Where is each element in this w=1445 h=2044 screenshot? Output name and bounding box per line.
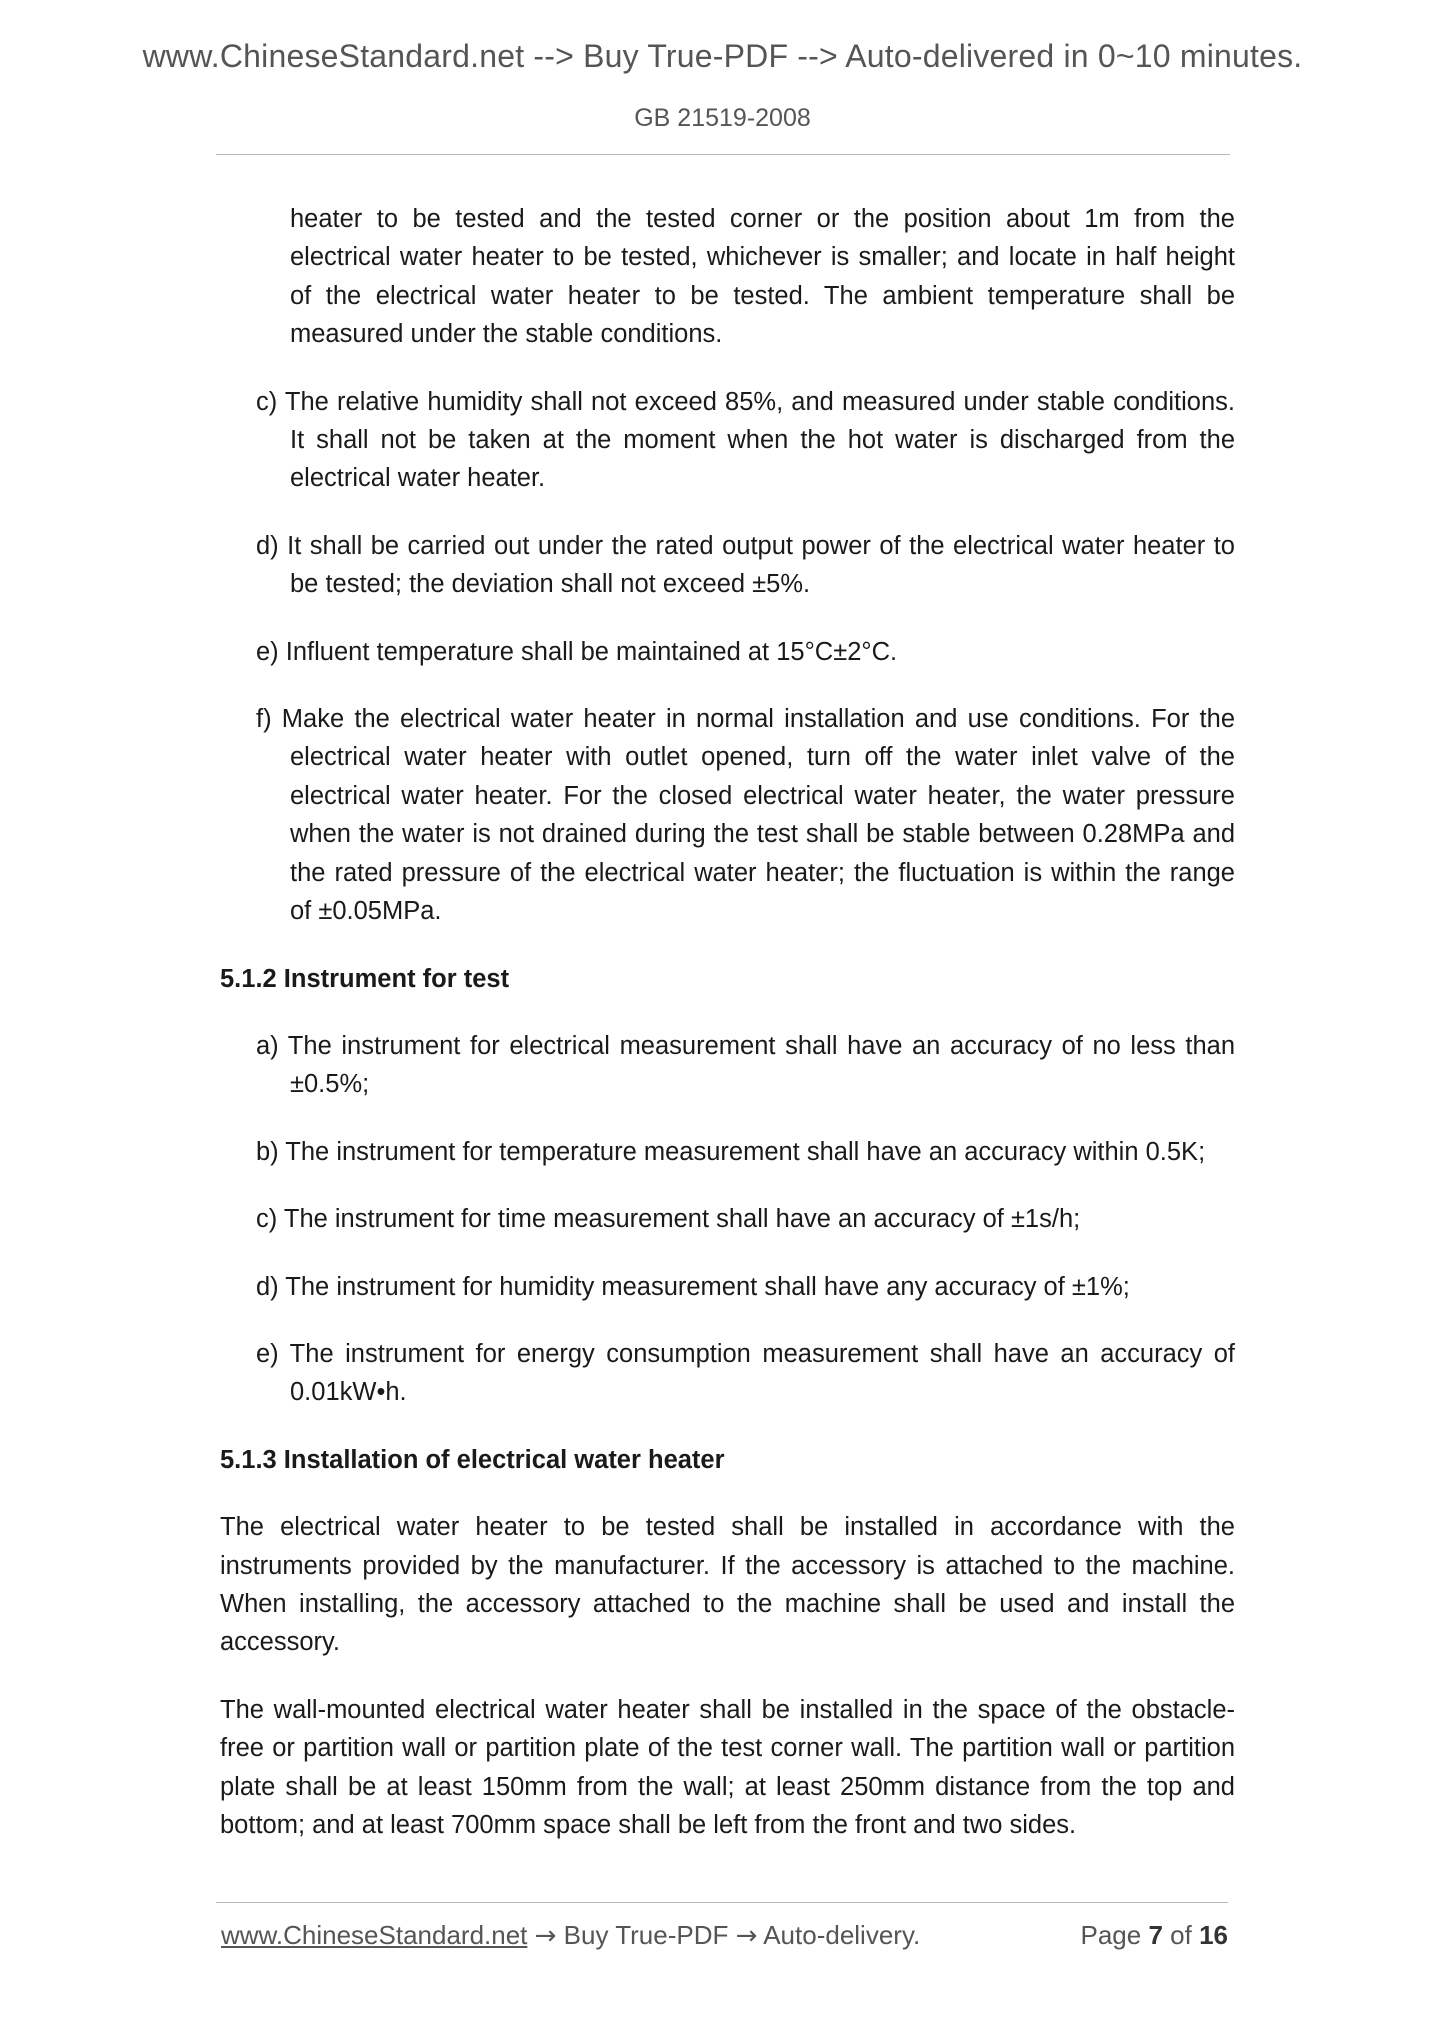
instrument-item-c: c) The instrument for time measurement shall have an accuracy of ±1s/h; [256, 1205, 1081, 1234]
list-item-c: c) The relative humidity shall not exceed 85%, and measured under stable conditions. It shall not be taken at the moment when the hot water is discharged from the electrical water heater. [256, 387, 1235, 493]
footer-links [221, 1920, 920, 1951]
instrument-item-b: b) The instrument for temperature measurement shall have an accuracy within 0.5K; [256, 1137, 1206, 1166]
page-body [220, 200, 1235, 1873]
arrow-right-icon: → [534, 1921, 557, 1951]
page-total: 16 [1199, 1920, 1228, 1950]
arrow-right-icon: → [735, 1921, 758, 1951]
header-banner: www.ChineseStandard.net --> Buy True-PDF --> Auto-delivered in 0~10 minutes. [142, 38, 1303, 74]
list-item-f: f) Make the electrical water heater in normal installation and use conditions. For the electrical water heater with outlet opened, turn off the water inlet valve of the electrical water heater. For the closed electrical water heater, the water pressure when the water is not drained during the test shall be stable between 0.28MPa and the rated pressure of the electrical water heater; the fluctuation is within the range of ±0.05MPa. [256, 705, 1235, 926]
footer-site-link[interactable]: www.ChineseStandard.net [221, 1920, 528, 1950]
list-item-e: e) Influent temperature shall be maintained at 15°C±2°C. [256, 637, 898, 666]
list-item-d: d) It shall be carried out under the rated output power of the electrical water heater to be tested; the deviation shall not exceed ±5%. [256, 531, 1235, 599]
footer-auto-text: Auto-delivery. [763, 1920, 921, 1950]
page-number: 7 [1148, 1920, 1163, 1950]
footer-buy-text: Buy True-PDF [563, 1920, 729, 1950]
section-heading-5-1-3: 5.1.3 Installation of electrical water heater [220, 1445, 725, 1474]
install-paragraph-1: The electrical water heater to be tested shall be installed in accordance with the instruments provided by the manufacturer. If the accessory is attached to the machine. When installing, the accessory attached to the machine shall be used and install the accessory. [220, 1513, 1235, 1657]
footer-divider [216, 1902, 1228, 1903]
instrument-item-d: d) The instrument for humidity measurement shall have any accuracy of ±1%; [256, 1272, 1130, 1301]
instrument-item-e: e) The instrument for energy consumption measurement shall have an accuracy of 0.01kW•h. [256, 1339, 1235, 1407]
install-paragraph-2: The wall-mounted electrical water heater shall be installed in the space of the obstacle-free or partition wall or partition plate of the test corner wall. The partition wall or partition plate shall be at least 150mm from the wall; at least 250mm distance from the top and bottom; and at least 700mm space shall be left from the front and two sides. [220, 1695, 1235, 1839]
of-label: of [1170, 1920, 1192, 1950]
header-divider [216, 154, 1230, 155]
section-heading-5-1-2: 5.1.2 Instrument for test [220, 964, 510, 993]
page-label: Page [1080, 1920, 1142, 1950]
page-indicator [1080, 1920, 1228, 1951]
continued-paragraph: heater to be tested and the tested corner or the position about 1m from the electrical water heater to be tested, whichever is smaller; and locate in half height of the electrical water heater to be tested. The ambient temperature shall be measured under the stable conditions. [290, 205, 1235, 349]
instrument-item-a: a) The instrument for electrical measurement shall have an accuracy of no less than ±0.5%; [256, 1031, 1235, 1099]
standard-code: GB 21519-2008 [634, 104, 811, 132]
